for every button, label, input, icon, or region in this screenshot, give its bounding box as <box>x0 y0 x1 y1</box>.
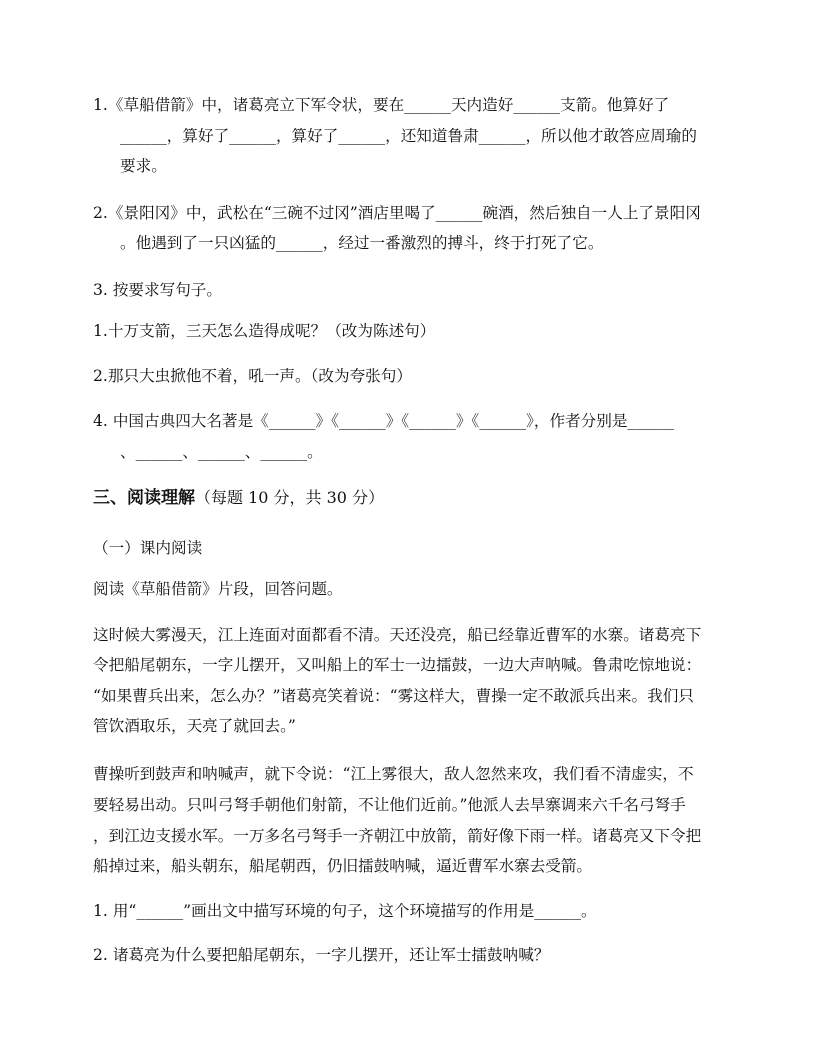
q2-line2: 。他遇到了一只凶猛的______，经过一番激烈的搏斗，终于打死了它。 <box>120 234 604 252</box>
para2-line: 曹操听到鼓声和呐喊声，就下令说：“江上雾很大，敌人忽然来攻，我们看不清虚实，不 <box>93 765 694 783</box>
q1-line1: 1.《草船借箭》中，诸葛亮立下军令状，要在______天内造好______支箭。他算好了 <box>93 96 670 114</box>
para1-line: 管饮酒取乐，天亮了就回去。” <box>93 717 296 735</box>
para2-line: 要轻易出动。只叫弓弩手朝他们射箭，不让他们近前。”他派人去旱寨调来六千名弓弩手 <box>93 796 686 814</box>
q4-line2: 、______、______、______。 <box>120 443 323 461</box>
q3-title: 3. 按要求写句子。 <box>93 281 222 299</box>
q1-line2: ______，算好了______，算好了______，还知道鲁肃______，所以他才敢答应周瑜的 <box>120 127 697 145</box>
reading-q1: 1. 用“______”画出文中描写环境的句子，这个环境描写的作用是______。 <box>93 902 597 920</box>
para1-line: “如果曹兵出来，怎么办？”诸葛亮笑着说：“雾这样大，曹操一定不敢派兵出来。我们只 <box>93 687 694 705</box>
q4-line1: 4. 中国古典四大名著是《______》《______》《______》《______》，作者分别是______ <box>93 412 675 430</box>
q3-item1: 1.十万支箭，三天怎么造得成呢？（改为陈述句） <box>93 322 436 340</box>
reading-q2: 2. 诸葛亮为什么要把船尾朝东，一字儿摆开，还让军士擂鼓呐喊？ <box>93 946 550 964</box>
para1-line: 令把船尾朝东，一字儿摆开，又叫船上的军士一边擂鼓，一边大声呐喊。鲁肃吃惊地说： <box>93 656 702 674</box>
q1-line3: 要求。 <box>120 157 167 175</box>
section-subtitle: （每题 10 分，共 30 分） <box>195 488 385 507</box>
q3-item2: 2.那只大虫掀他不着，吼一声。（改为夸张句） <box>93 367 412 385</box>
para2-line: 船掉过来，船头朝东，船尾朝西，仍旧擂鼓呐喊，逼近曹军水寨去受箭。 <box>93 857 593 875</box>
section-heading <box>93 487 384 509</box>
q2-line1: 2.《景阳冈》中，武松在“三碗不过冈”酒店里喝了______碗酒，然后独自一人上了景阳冈 <box>93 204 701 222</box>
reading-intro: 阅读《草船借箭》片段，回答问题。 <box>93 580 343 598</box>
para1-line: 这时候大雾漫天，江上连面对面都看不清。天还没亮，船已经靠近曹军的水寨。诸葛亮下 <box>93 626 702 644</box>
part-label: （一）课内阅读 <box>93 539 203 557</box>
para2-line: ，到江边支援水军。一万多名弓弩手一齐朝江中放箭，箭好像下雨一样。诸葛亮又下令把 <box>93 827 702 845</box>
section-title: 三、阅读理解 <box>93 488 195 508</box>
